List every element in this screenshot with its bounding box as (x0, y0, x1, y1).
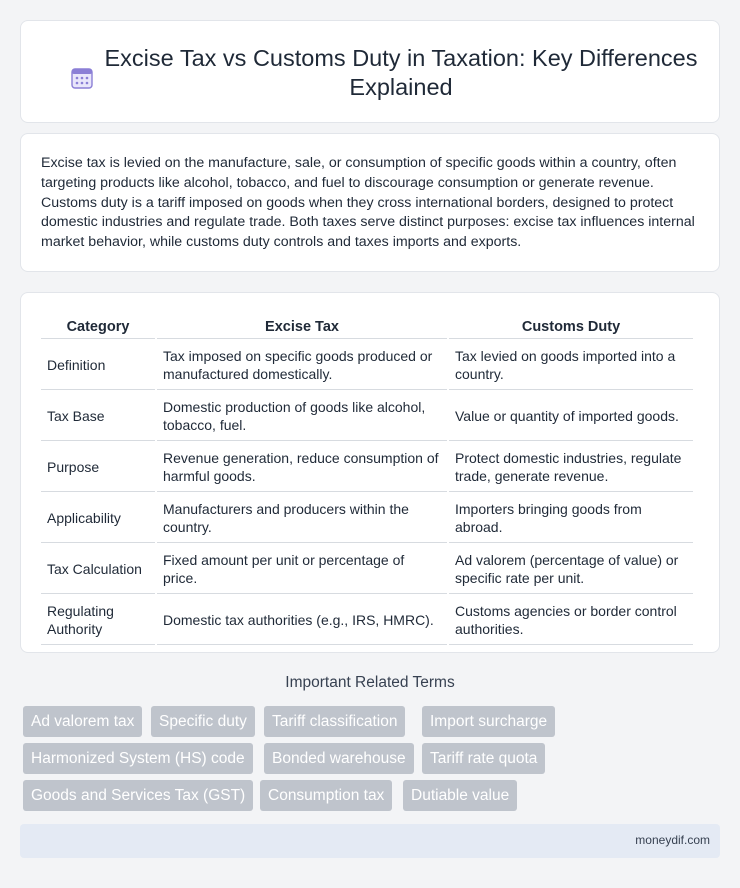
term-tag-dutiable-value[interactable]: Dutiable value (403, 780, 517, 811)
row-customs: Tax levied on goods imported into a country. (449, 341, 693, 390)
term-tag-gst[interactable]: Goods and Services Tax (GST) (23, 780, 253, 811)
term-tag-tariff-rate-quota[interactable]: Tariff rate quota (422, 743, 545, 774)
calendar-grid-icon (71, 67, 93, 89)
row-category: Definition (41, 341, 155, 390)
header-customs-duty: Customs Duty (449, 315, 693, 339)
row-excise: Domestic production of goods like alcohol, tobacco, fuel. (157, 392, 447, 441)
page-title: Excise Tax vs Customs Duty in Taxation: Key Differences Explained (104, 45, 698, 100)
term-tag-consumption-tax[interactable]: Consumption tax (260, 780, 392, 811)
header-category: Category (41, 315, 155, 339)
row-excise: Manufacturers and producers within the country. (157, 494, 447, 543)
footer-bar (20, 824, 720, 858)
term-tag-import-surcharge[interactable]: Import surcharge (422, 706, 555, 737)
row-category: Tax Calculation (41, 545, 155, 594)
related-terms-title: Important Related Terms (285, 674, 455, 691)
table-row (41, 596, 693, 645)
comparison-table-card (20, 292, 720, 653)
footer-site-link[interactable]: moneydif.com (635, 833, 710, 847)
term-tag-tariff-classification[interactable]: Tariff classification (264, 706, 405, 737)
row-customs: Ad valorem (percentage of value) or specific rate per unit. (449, 545, 693, 594)
table-header-row (41, 315, 693, 339)
table-row (41, 341, 693, 390)
row-excise: Fixed amount per unit or percentage of price. (157, 545, 447, 594)
term-tag-harmonized-system-code[interactable]: Harmonized System (HS) code (23, 743, 253, 774)
row-category: Purpose (41, 443, 155, 492)
row-customs: Importers bringing goods from abroad. (449, 494, 693, 543)
table-row (41, 392, 693, 441)
row-customs: Customs agencies or border control authorities. (449, 596, 693, 645)
row-excise: Domestic tax authorities (e.g., IRS, HMRC). (157, 596, 447, 645)
term-tag-specific-duty[interactable]: Specific duty (151, 706, 255, 737)
table-row (41, 494, 693, 543)
table-row (41, 545, 693, 594)
title-card (20, 20, 720, 123)
term-tag-ad-valorem-tax[interactable]: Ad valorem tax (23, 706, 142, 737)
intro-paragraph: Excise tax is levied on the manufacture, sale, or consumption of specific goods within a country, often targeting products like alcohol, tobacco, and fuel to discourage consumption or generate revenue. Customs duty is a tariff imposed on goods when they cross international borders, designed to protect domestic industries and regulate trade. Both taxes serve distinct purposes: excise tax influences internal market behavior, while customs duty controls and taxes imports and exports. (41, 155, 695, 251)
comparison-table (39, 313, 695, 647)
intro-card (20, 133, 720, 272)
row-customs: Value or quantity of imported goods. (449, 392, 693, 441)
row-customs: Protect domestic industries, regulate trade, generate revenue. (449, 443, 693, 492)
term-tag-bonded-warehouse[interactable]: Bonded warehouse (264, 743, 414, 774)
table-row (41, 443, 693, 492)
row-category: Applicability (41, 494, 155, 543)
row-excise: Tax imposed on specific goods produced or manufactured domestically. (157, 341, 447, 390)
row-category: Tax Base (41, 392, 155, 441)
row-category: Regulating Authority (41, 596, 155, 645)
header-excise-tax: Excise Tax (157, 315, 447, 339)
row-excise: Revenue generation, reduce consumption of harmful goods. (157, 443, 447, 492)
